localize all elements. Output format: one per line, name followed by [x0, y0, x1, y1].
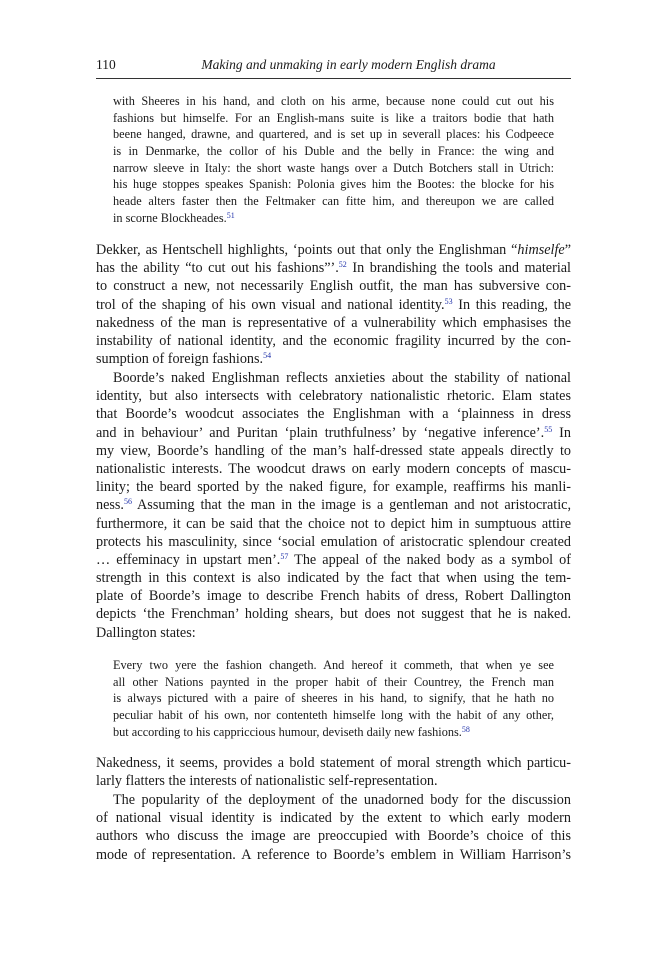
block-quote-boorde	[113, 93, 554, 227]
quote-line: heade alters faster then the Feltmaker can fitte him, and thereupon we are called	[113, 194, 554, 209]
quote-line: Every two yere the fashion changeth. And hereof it commeth, that when ye see	[113, 658, 554, 672]
footnote-ref[interactable]: 56	[123, 497, 132, 507]
text-line: plate of Boorde’s image to describe French habits of dress, Robert Dallington	[96, 588, 571, 605]
footnote-ref[interactable]: 53	[444, 296, 453, 306]
text-line: Dallington states:	[96, 624, 196, 641]
quote-line: but according to his cappriccious humour, deviseth daily new fashions.$^{58}$	[113, 724, 470, 739]
footnote-ref[interactable]: 52	[338, 260, 347, 270]
running-header	[96, 56, 571, 79]
text-line: and in behaviour’ and Puritan ‘plain truthfulness’ by ‘negative inference’.$^{55}$ In	[96, 424, 571, 441]
quote-line: is always pictured with a paire of sheeres in his hand, to signify, that he hath no	[113, 691, 554, 706]
text-line: has the ability “to cut out his fashions”’.$^{52}$ In brandishing the tools and material	[96, 260, 571, 277]
footnote-ref[interactable]: 57	[280, 551, 289, 561]
text-line: strength in this context is also indicated by the fact that when using the tem-	[96, 570, 571, 587]
text-line: authors who discuss the image are preoccupied with Boorde’s choice of this	[96, 828, 571, 845]
footnote-ref[interactable]: 54	[263, 351, 272, 361]
quote-line: beene hanged, drawne, and quartered, and is set up in severall places: his Codpeece	[113, 127, 554, 142]
text-line: The popularity of the deployment of the unadorned body for the discussion	[113, 792, 571, 808]
text-line: Dekker, as Hentschell highlights, ‘points out that only the Englishman “himselfe”	[96, 242, 571, 258]
text-line: furthermore, it can be said that the choice not to depict him in sumptuous attire	[96, 515, 571, 532]
text-line: trol of the shaping of his own visual and national identity.$^{53}$ In this reading, the	[96, 296, 571, 313]
text-line: ness.$^{56}$ Assuming that the man in the image is a gentleman and not aristocratic,	[96, 497, 571, 514]
text-line: sumption of foreign fashions.$^{54}$	[96, 351, 272, 368]
quote-line: narrow sleeve in Italy: the short waste hangs over a Dutch Botchers stall in Utrich:	[113, 160, 554, 175]
text-line: depicts ‘the Frenchman’ holding shears, but does not suggest that he is naked.	[96, 606, 571, 623]
text-line: that Boorde’s woodcut associates the Englishman with a ‘plainness in dress	[96, 406, 571, 423]
footnote-ref[interactable]: 55	[544, 424, 553, 434]
running-title: Making and unmaking in early modern English drama	[201, 57, 496, 72]
quote-line: with Sheeres in his hand, and cloth on his arme, because none could cut out his	[113, 94, 554, 108]
paragraph-nakedness	[96, 754, 571, 790]
text-line: to construct a new, not necessarily English outfit, the man has subversive con-	[96, 278, 571, 295]
paragraph-boorde	[96, 369, 571, 642]
quote-line: fashions but himselfe. For an English-mans suite is like a traitors bodie that hath	[113, 110, 554, 125]
quote-line: peculiar habit of his own, nor contenteth himselfe long with the habit of any other,	[113, 708, 554, 723]
page-number: 110	[96, 57, 116, 72]
quote-line: in scorne Blockheades.$^{51}$	[113, 210, 235, 225]
text-line: instability of national identity, and the economic fragility incurred by the con-	[96, 332, 571, 349]
text-line: my view, Boorde’s handling of the man’s half-dressed state appeals directly to	[96, 442, 571, 459]
paragraph-popularity	[96, 791, 571, 864]
text-line: nakedness of the man is representative of a vulnerability which emphasises the	[96, 314, 571, 331]
text-line: identity, but also intersects with celebratory nationalistic rhetoric. Elam states	[96, 388, 571, 405]
quote-line: his huge stoppes speakes Spanish: Polonia gives him the Bootes: the blocke for his	[113, 177, 554, 192]
quote-line: is in Denmarke, the collor of his Duble and the belly in France: the wing and	[113, 144, 554, 159]
footnote-ref[interactable]: 51	[226, 210, 235, 220]
footnote-ref[interactable]: 58	[461, 724, 470, 734]
text-line: protects his masculinity, since ‘social emulation of aristocratic splendour created	[96, 533, 571, 550]
text-line: mode of representation. A reference to Boorde’s emblem in William Harrison’s	[96, 846, 571, 863]
text-line: … effeminacy in upstart men’.$^{57}$ The appeal of the naked body as a symbol of	[96, 551, 571, 568]
text-line: larly flatters the interests of nationalistic self-representation.	[96, 773, 438, 790]
quote-line: all other Nations paynted in the proper habit of their Countrey, the French man	[113, 674, 554, 689]
text-line: Boorde’s naked Englishman reflects anxieties about the stability of national	[113, 370, 571, 386]
text-line: Nakedness, it seems, provides a bold statement of moral strength which particu-	[96, 755, 571, 771]
paragraph-dekker	[96, 241, 571, 368]
text-line: nationalistic interests. The woodcut draws on early modern concepts of mascu-	[96, 460, 571, 477]
block-quote-dallington	[113, 657, 554, 740]
text-line: linity; the beard sported by the naked figure, for example, reaffirms his manli-	[96, 479, 571, 496]
text-line: of national visual identity is indicated by the extent to which early modern	[96, 810, 571, 827]
